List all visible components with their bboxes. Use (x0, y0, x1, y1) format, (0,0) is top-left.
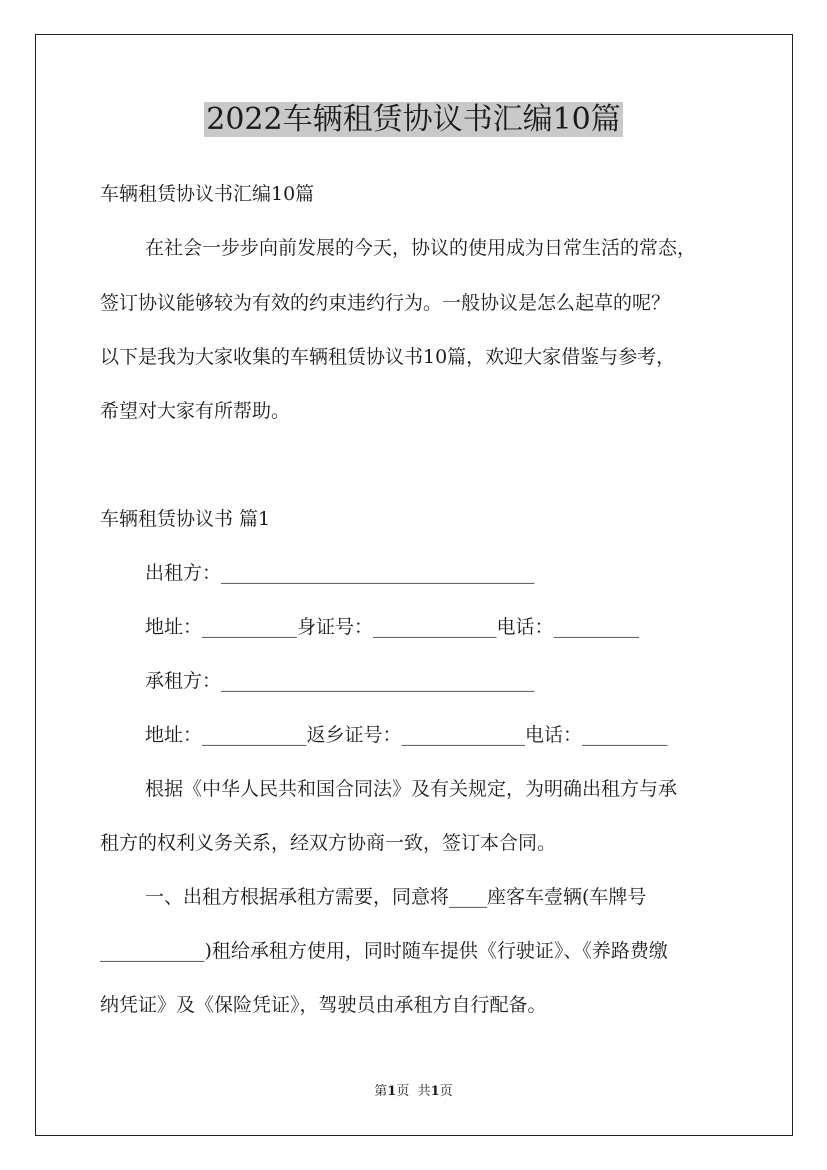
body-line-2: 租方的权利义务关系，经双方协商一致，签订本合同。 (100, 832, 557, 854)
lessor-field: 出租方：_________________________________ (145, 562, 535, 584)
body-line-1: 根据《中华人民共和国合同法》及有关规定，为明确出租方与承 (145, 778, 678, 800)
lessee-field: 承租方：_________________________________ (145, 670, 535, 692)
intro-line-1: 在社会一步步向前发展的今天，协议的使用成为日常生活的常态， (145, 237, 697, 259)
lessee-address-field: 地址：___________返乡证号：_____________电话：_________ (145, 724, 668, 746)
body-line-5: 纳凭证》及《保险凭证》，驾驶员由承租方自行配备。 (100, 994, 547, 1016)
document-subtitle: 车辆租赁协议书汇编10篇 (100, 183, 315, 205)
body-line-3: 一、出租方根据承租方需要，同意将____座客车壹辆(车牌号 (145, 886, 647, 908)
section-heading: 车辆租赁协议书 篇1 (100, 508, 271, 530)
lessor-address-field: 地址：__________身证号：_____________电话：_________ (145, 616, 640, 638)
intro-line-3: 以下是我为大家收集的车辆租赁协议书10篇，欢迎大家借鉴与参考， (100, 346, 676, 368)
document-title: 2022车辆租赁协议书汇编10篇 (206, 102, 621, 137)
body-line-4: ___________)租给承租方使用，同时随车提供《行驶证》、《养路费缴 (100, 940, 668, 962)
intro-line-4: 希望对大家有所帮助。 (100, 400, 291, 422)
page-footer: 第1页 共1页 (374, 1084, 453, 1099)
intro-line-2: 签订协议能够较为有效的约束违约行为。一般协议是怎么起草的呢？ (100, 292, 671, 314)
